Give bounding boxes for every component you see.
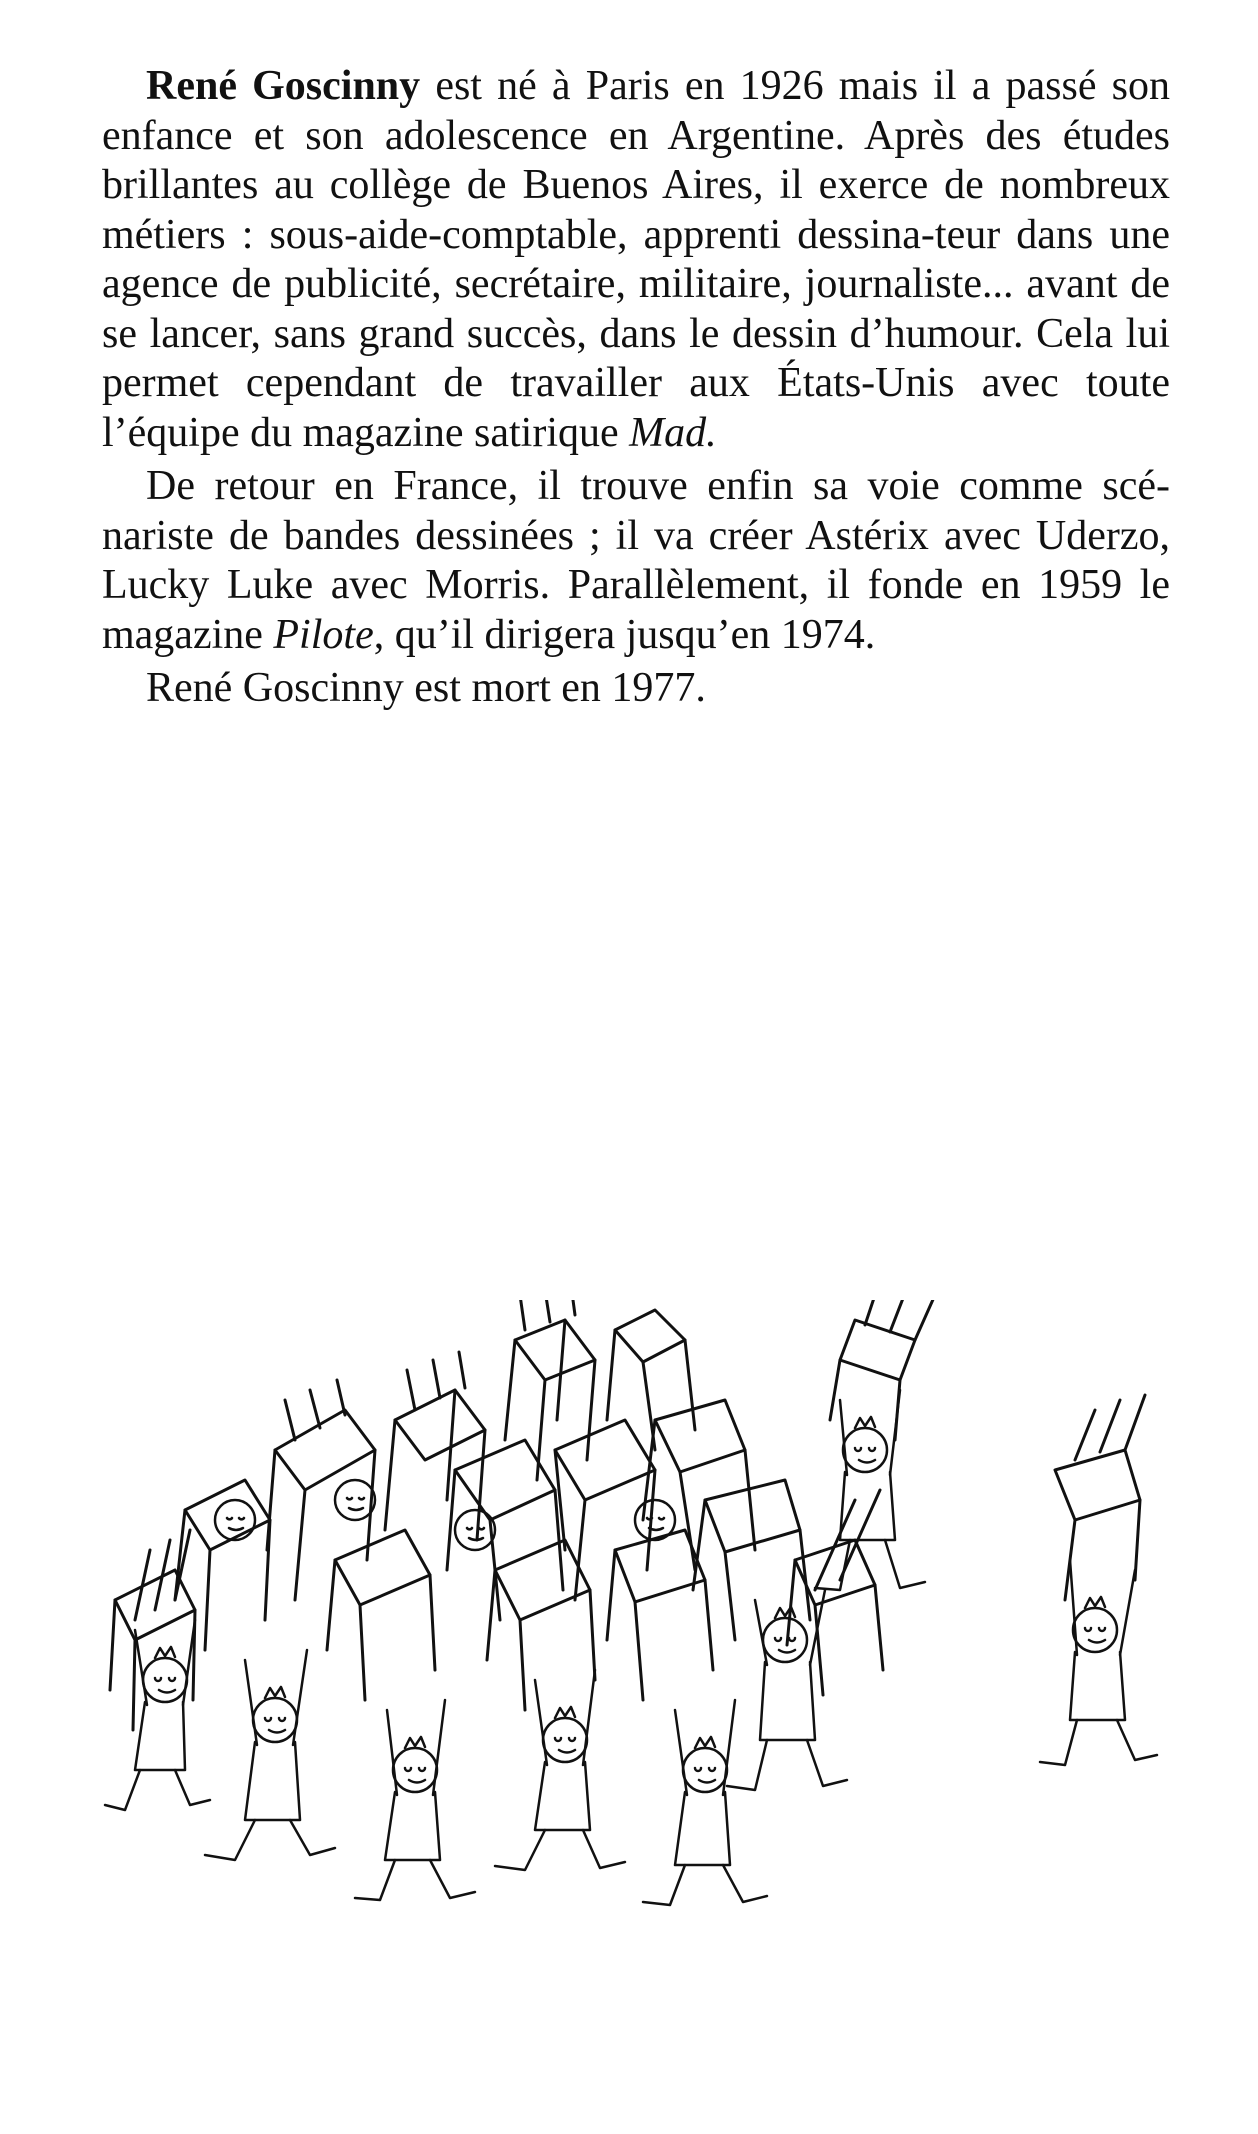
chair-carried-far-right [1055, 1395, 1145, 1600]
bio-paragraph-1-text: est né à Paris en 1926 mais il a passé son enfance et son adolescence en Argentine. Après des études brillantes au collège de Buenos Aires, il exerce de nombreux métiers : sous-aide-comptable, apprenti dessina-teur dans une agence de publicité, secrétaire, militaire, journaliste... avant de se lancer, sans grand succès, dans le dessin d’humour. Cela lui permet cependant de travailler aux États-Unis avec toute l’équipe du magazine satirique [102, 63, 1171, 456]
chair-carried-top-right [830, 1300, 935, 1440]
magazine-mad: Mad. [629, 409, 717, 456]
bio-paragraph-2-text-a: De retour en France, il trouve enfin sa voie comme scé-nariste de bandes dessinées ; il va créer Astérix avec Uderzo, Lucky Luke avec Morris. Parallèlement, il fonde en 1959 le magazine [102, 463, 1170, 658]
magazine-pilote: Pilote [273, 611, 374, 658]
bio-paragraph-2 [102, 462, 1170, 660]
children-figures [105, 1390, 1157, 1905]
bio-paragraph-1 [102, 62, 1170, 458]
bio-paragraph-3-text: René Goscinny est mort en 1977. [146, 665, 706, 711]
chairs-drawing [95, 1300, 1175, 1920]
author-name: René Goscinny [146, 63, 421, 109]
bio-paragraph-3 [102, 664, 1170, 714]
illustration-children-carrying-chairs [95, 1300, 1175, 1920]
author-biography [102, 62, 1170, 714]
bio-paragraph-2-text-b: , qu’il dirigera jusqu’en 1974. [373, 611, 876, 658]
